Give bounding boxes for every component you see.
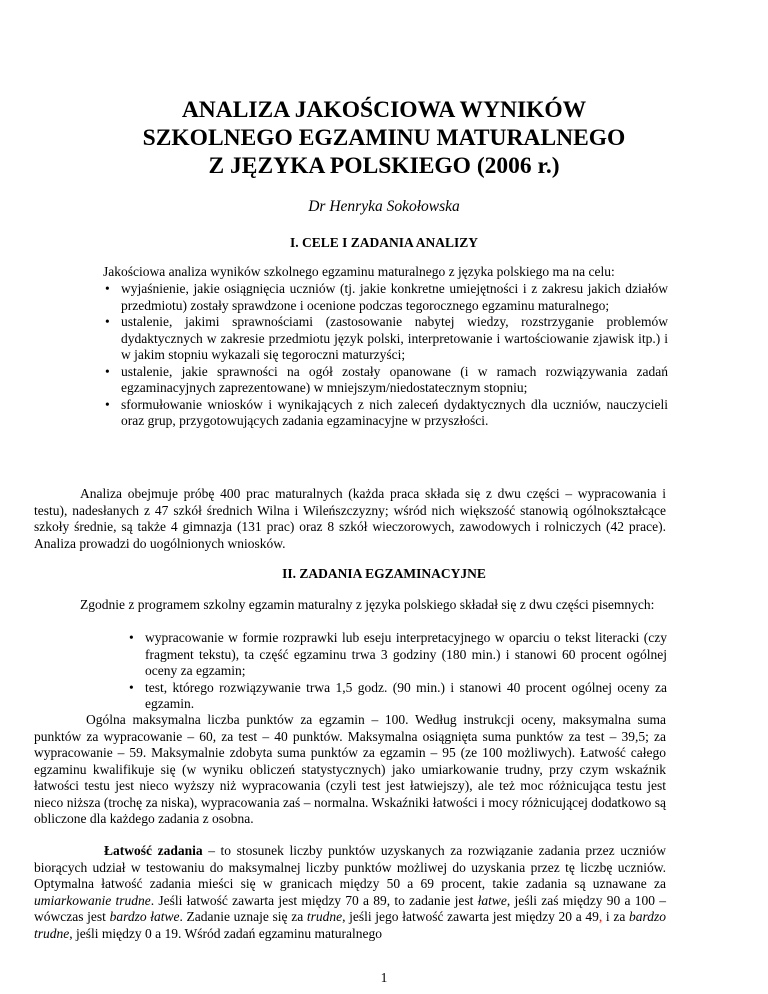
list-item (103, 364, 668, 397)
list-item (103, 281, 668, 314)
bullet-icon: • (105, 396, 110, 412)
list-item-text: sformułowanie wniosków i wynikających z nich zaleceń dydaktycznych dla uczniów, nauczycieli oraz grup, przygotowujących zadania egzaminacyjne w przyszłości. (121, 396, 668, 428)
list-item (127, 630, 667, 680)
term-latwosc-zadania: Łatwość zadania (104, 843, 203, 858)
list-item (103, 314, 668, 364)
section-2-paragraph-2 (34, 843, 666, 942)
term-trudne: trudne (306, 909, 343, 924)
paragraph-text: , jeśli między 0 a 19. Wśród zadań egzaminu maturalnego (69, 925, 383, 941)
term-latwe: łatwe (477, 892, 507, 908)
section-1-intro: Jakościowa analiza wyników szkolnego egzaminu maturalnego z języka polskiego ma na celu: (103, 264, 615, 279)
red-comma: , (598, 909, 603, 924)
paragraph-text: , jeśli jego łatwość zawarta jest między 20 a 49 (342, 909, 599, 924)
author-name: Dr Henryka Sokołowska (308, 198, 460, 215)
paragraph-text: – to stosunek liczby punktów uzyskanych za rozwiązanie zadania przez uczniów biorących udział w testowaniu do maksymalnej liczby punktów możliwej do uzyskania przez tę liczbę uczniów. Optymalna łatwość zadania mieści się w granicach między 50 a 69 procent, takie zadania są uznawane za (34, 843, 666, 891)
title-line-1: ANALIZA JAKOŚCIOWA WYNIKÓW (181, 97, 587, 123)
title-line-3: Z JĘZYKA POLSKIEGO (2006 r.) (208, 153, 560, 179)
bullet-icon: • (129, 679, 134, 695)
list-item-text: test, którego rozwiązywanie trwa 1,5 godz. (90 min.) i stanowi 40 procent ogólnej oceny za egzamin. (145, 679, 667, 711)
bullet-icon: • (105, 314, 110, 329)
list-item (103, 397, 668, 430)
bullet-icon: • (105, 281, 110, 296)
list-item-text: ustalenie, jakie sprawności na ogół zostały opanowane (i w ramach rozwiązywania zadań egzaminacyjnych zaprezentowane) w mniejszym/niedostatecznym stopniu; (121, 363, 668, 395)
list-item-text: wypracowanie w formie rozprawki lub eseju interpretacyjnego w oparciu o tekst literacki (czy fragment tekstu), ta część egzaminu trwa 3 godziny (180 min.) i stanowi 60 procent ogólnej oceny za egzamin; (145, 630, 667, 678)
term-bardzo-trudne: bardzo trudne (34, 909, 666, 941)
paragraph-text: , jeśli zaś między 90 a 100 – wówczas jest (34, 892, 666, 924)
section-1-bullet-list (103, 281, 668, 430)
section-2-heading: II. ZADANIA EGZAMINACYJNE (282, 566, 486, 581)
paragraph-text: . Zadanie uznaje się za (179, 909, 307, 924)
title-line-2: SZKOLNEGO EGZAMINU MATURALNEGO (142, 125, 626, 151)
section-2-intro: Zgodnie z programem szkolny egzamin maturalny z języka polskiego składał się z dwu części pisemnych: (80, 597, 655, 612)
list-item-text: ustalenie, jakimi sprawnościami (zastosowanie nabytej wiedzy, rozstrzyganie problemów dydaktycznych w zakresie przedmiotu język polski, interpretowanie i wartościowanie zjawisk itp.) i w jakim stopniu wykazali się tegoroczni maturzyści; (121, 314, 668, 362)
paragraph-text: . Jeśli łatwość zawarta jest między 70 a 89, to zadanie jest (150, 892, 478, 908)
section-2-bullet-list (127, 630, 667, 713)
term-umiarkowanie-trudne: umiarkowanie trudne (34, 892, 151, 908)
section-1-paragraph: Analiza obejmuje próbę 400 prac maturalnych (każda praca składa się z dwu części – wypracowania i testu), nadesłanych z 47 szkół średnich Wilna i Wileńszczyzny; wśród nich większość stanowią ogólnokształcące szkoły średnie, są także 4 gimnazja (131 prac) oraz 8 szkół wieczorowych, zawodowych i rolniczych (42 prace). Analiza prowadzi do uogólnionych wniosków. (34, 486, 666, 551)
section-2-paragraph-1: Ogólna maksymalna liczba punktów za egzamin – 100. Według instrukcji oceny, maksymalna suma punktów za wypracowanie – 60, za test – 40 punktów. Maksymalna osiągnięta suma punktów za test – 39,5; za wypracowanie – 59. Maksymalnie zdobyta suma punktów za egzamin – 95 (ze 100 możliwych). Łatwość całego egzaminu kwalifikuje się (w wyniku obliczeń statystycznych) jako umiarkowanie trudny, przy czym wskaźnik łatwości testu jest nieco wyższy niż wypracowania (czyli test jest łatwiejszy), ale też moc różnicująca testu jest nieco niższa (trochę za niska), wypracowania zaś – normalna. Wskaźniki łatwości i mocy różnicującej dodatkowo są obliczone dla każdego zadania z osobna. (34, 712, 666, 826)
paragraph-text: i za (602, 909, 629, 924)
list-item-text: wyjaśnienie, jakie osiągnięcia uczniów (tj. jakie konkretne umiejętności i z zakresu jakich działów przedmiotu) zostały sprawdzone i ocenione podczas tegorocznego egzaminu maturalnego; (121, 281, 668, 313)
term-bardzo-latwe: bardzo łatwe (109, 909, 180, 924)
bullet-icon: • (105, 363, 110, 379)
page-number: 1 (380, 970, 388, 985)
list-item (127, 680, 667, 713)
document-title (0, 96, 768, 180)
section-1-heading: I. CELE I ZADANIA ANALIZY (290, 235, 478, 250)
bullet-icon: • (129, 630, 134, 645)
